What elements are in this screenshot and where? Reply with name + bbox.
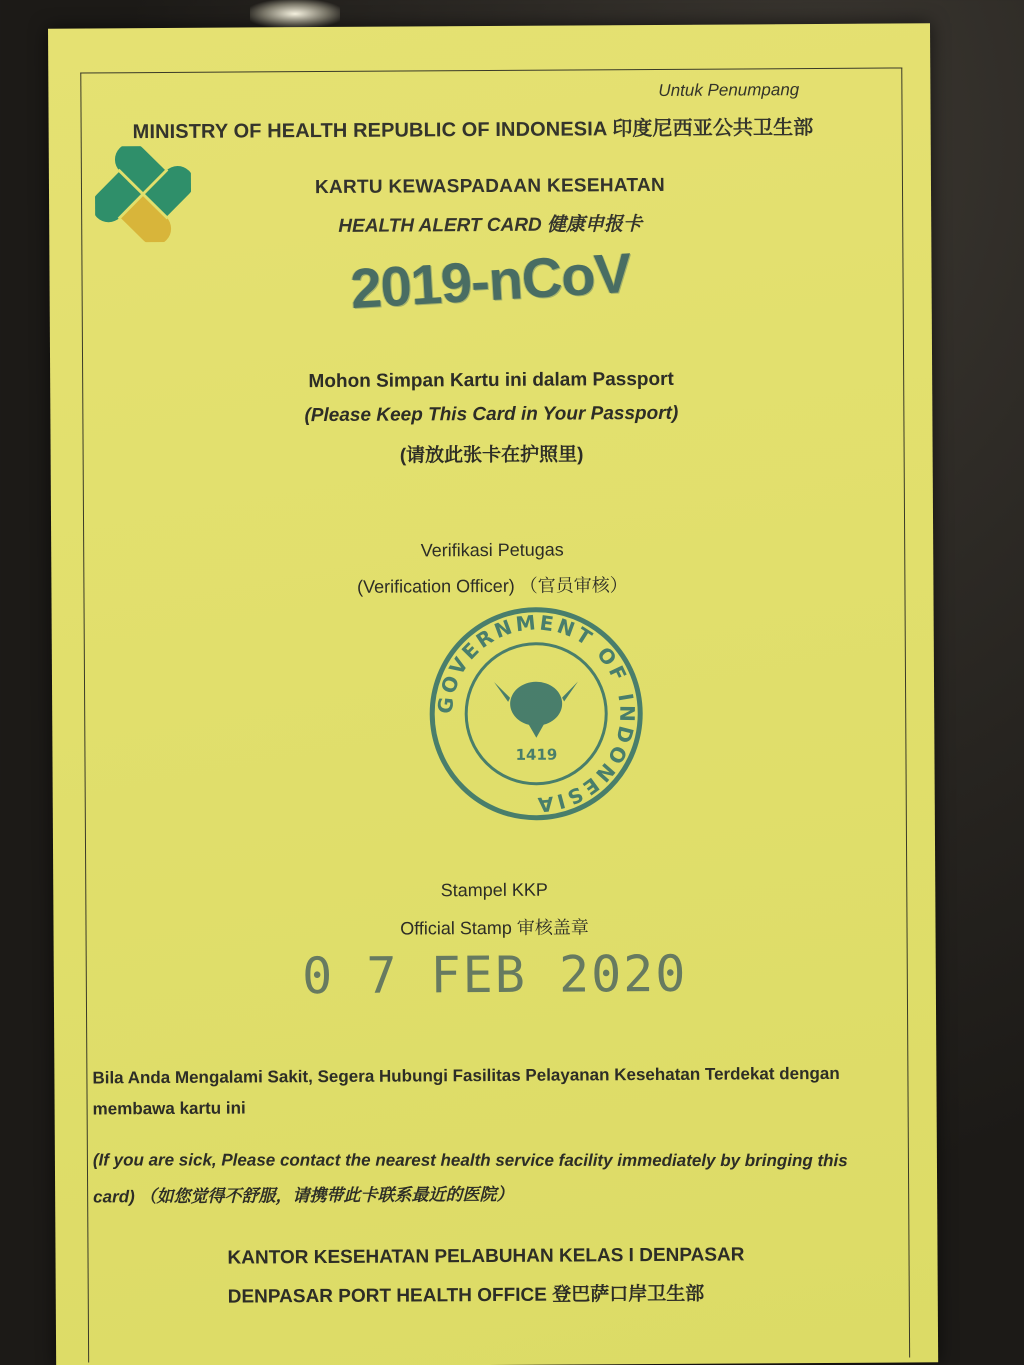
- background-light: [250, 0, 340, 28]
- office-name-indonesian: KANTOR KESEHATAN PELABUHAN KELAS I DENPASAR: [227, 1244, 745, 1269]
- verification-label-indonesian: Verifikasi Petugas: [420, 539, 564, 561]
- office-name-english: DENPASAR PORT HEALTH OFFICE 登巴萨口岸卫生部: [227, 1283, 705, 1308]
- sick-notice-indonesian-line1: Bila Anda Mengalami Sakit, Segera Hubungi Fasilitas Pelayanan Kesehatan Terdekat dengan: [92, 1063, 840, 1088]
- card-title-english: HEALTH ALERT CARD 健康申报卡: [338, 214, 643, 237]
- stamp-label-indonesian: Stampel KKP: [440, 879, 548, 901]
- card-title-indonesian: KARTU KEWASPADAAN KESEHATAN: [314, 174, 666, 199]
- passenger-label: Untuk Penumpang: [658, 80, 800, 100]
- keep-instruction-indonesian: Mohon Simpan Kartu ini dalam Passport: [308, 368, 674, 393]
- stamp-label-english: Official Stamp 审核盖章: [400, 917, 589, 939]
- keep-instruction-chinese: (请放此张卡在护照里): [399, 444, 584, 467]
- ministry-heading: MINISTRY OF HEALTH REPUBLIC OF INDONESIA 印度尼西亚公共卫生部: [132, 117, 814, 144]
- virus-stamp: 2019-nCoV: [348, 240, 633, 321]
- garuda-seal-icon: [428, 605, 645, 822]
- seal-number: 1419: [515, 745, 558, 764]
- seal-ring-text: GOVERNMENT OF INDONESIA: [432, 610, 640, 818]
- verification-label-english: (Verification Officer) （官员审核）: [356, 575, 628, 597]
- sick-notice-indonesian-line2: membawa kartu ini: [92, 1098, 246, 1119]
- health-alert-card: [48, 23, 938, 1365]
- keep-instruction-english: (Please Keep This Card in Your Passport): [304, 402, 679, 427]
- sick-notice-english-line1: (If you are sick, Please contact the nearest health service facility immediately by bringing this: [92, 1150, 848, 1171]
- date-stamp: 0 7 FEB 2020: [301, 944, 688, 1006]
- sick-notice-english-line2: card) （如您觉得不舒服，请携带此卡联系最近的医院）: [93, 1184, 514, 1207]
